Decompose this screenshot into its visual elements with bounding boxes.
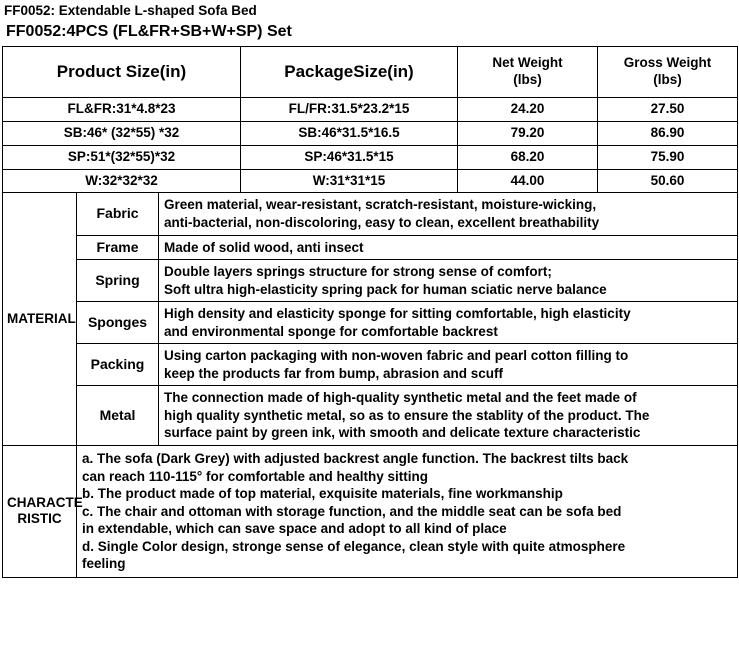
cell-package-size: FL/FR:31.5*23.2*15 xyxy=(241,97,458,121)
material-text-line: and environmental sponge for comfortable backrest xyxy=(164,323,498,339)
cell-net-weight: 68.20 xyxy=(458,145,598,169)
document-title: FF0052: Extendable L-shaped Sofa Bed xyxy=(4,3,257,18)
material-text-packing xyxy=(159,344,738,386)
cell-gross-weight: 50.60 xyxy=(598,169,738,193)
cell-product-size: FL&FR:31*4.8*23 xyxy=(3,97,241,121)
cell-product-size: SP:51*(32*55)*32 xyxy=(3,145,241,169)
header-gross-weight xyxy=(598,46,738,97)
cell-package-size: SP:46*31.5*15 xyxy=(241,145,458,169)
cell-net-weight: 24.20 xyxy=(458,97,598,121)
material-label-fabric: Fabric xyxy=(77,193,159,235)
material-text-line: Using carton packaging with non-woven fabric and pearl cotton filling to xyxy=(164,348,629,364)
material-label-metal: Metal xyxy=(77,386,159,446)
material-section-label: MATERIAL xyxy=(3,193,77,446)
material-characteristic-table xyxy=(2,192,738,577)
material-row-sponges xyxy=(3,302,738,344)
material-text-line: Green material, wear-resistant, scratch-resistant, moisture-wicking, xyxy=(164,197,597,213)
characteristic-section-label xyxy=(3,445,83,577)
material-row-metal xyxy=(3,386,738,446)
characteristic-line: b. The product made of top material, exquisite materials, fine workmanship xyxy=(82,486,563,502)
cell-package-size: W:31*31*15 xyxy=(241,169,458,193)
cell-gross-weight: 27.50 xyxy=(598,97,738,121)
material-text-metal xyxy=(159,386,738,446)
cell-product-size: SB:46* (32*55) *32 xyxy=(3,121,241,145)
header-gross-weight-line1: Gross Weight xyxy=(623,55,712,71)
header-package-size: PackageSize(in) xyxy=(241,46,458,97)
table-row xyxy=(3,145,738,169)
material-text-frame xyxy=(159,235,738,260)
material-text-line: High density and elasticity sponge for sitting comfortable, high elasticity xyxy=(164,306,631,322)
material-text-line: Soft ultra high-elasticity spring pack for human sciatic nerve balance xyxy=(164,281,607,297)
material-row-spring xyxy=(3,260,738,302)
material-text-line: Double layers springs structure for strong sense of comfort; xyxy=(164,264,552,280)
characteristic-label-line2: RISTIC xyxy=(17,511,62,527)
set-title: FF0052:4PCS (FL&FR+SB+W+SP) Set xyxy=(6,22,292,40)
header-product-size: Product Size(in) xyxy=(3,46,241,97)
material-row-frame xyxy=(3,235,738,260)
size-weight-table xyxy=(2,46,738,194)
header-net-weight-line1: Net Weight xyxy=(492,55,563,71)
header-gross-weight-line2: (lbs) xyxy=(653,71,682,87)
material-text-sponges xyxy=(159,302,738,344)
material-label-sponges: Sponges xyxy=(77,302,159,344)
characteristic-line: c. The chair and ottoman with storage function, and the middle seat can be sofa bed xyxy=(82,503,622,519)
table-row xyxy=(3,97,738,121)
material-text-line: high quality synthetic metal, so as to ensure the stablity of the product. The xyxy=(164,407,650,423)
material-label-spring: Spring xyxy=(77,260,159,302)
material-row-fabric xyxy=(3,193,738,235)
material-text-line: Made of solid wood, anti insect xyxy=(164,239,364,255)
table-row xyxy=(3,169,738,193)
characteristic-line: d. Single Color design, stronge sense of elegance, clean style with quite atmosphere xyxy=(82,538,626,554)
characteristic-line: a. The sofa (Dark Grey) with adjusted backrest angle function. The backrest tilts back xyxy=(82,450,629,466)
table-header-row xyxy=(3,46,738,97)
characteristic-line: in extendable, which can save space and adopt to all kind of place xyxy=(82,521,507,537)
material-text-line: The connection made of high-quality synthetic metal and the feet made of xyxy=(164,390,637,406)
characteristic-label-line1: CHARACTE xyxy=(7,494,83,510)
characteristic-line: can reach 110-115° for comfortable and healthy sitting xyxy=(82,468,429,484)
cell-net-weight: 44.00 xyxy=(458,169,598,193)
cell-net-weight: 79.20 xyxy=(458,121,598,145)
material-text-line: keep the products far from bump, abrasion and scuff xyxy=(164,365,504,381)
characteristic-text xyxy=(77,445,738,577)
material-text-line: anti-bacterial, non-discoloring, easy to clean, excellent breathability xyxy=(164,214,600,230)
material-row-packing xyxy=(3,344,738,386)
material-text-spring xyxy=(159,260,738,302)
table-row xyxy=(3,121,738,145)
cell-package-size: SB:46*31.5*16.5 xyxy=(241,121,458,145)
material-label-packing: Packing xyxy=(77,344,159,386)
material-text-fabric xyxy=(159,193,738,235)
cell-gross-weight: 75.90 xyxy=(598,145,738,169)
header-net-weight-line2: (lbs) xyxy=(513,71,542,87)
cell-product-size: W:32*32*32 xyxy=(3,169,241,193)
material-label-frame: Frame xyxy=(77,235,159,260)
material-text-line: surface paint by green ink, with smooth and delicate texture characteristic xyxy=(164,425,641,441)
header-net-weight xyxy=(458,46,598,97)
characteristic-line: feeling xyxy=(82,556,126,572)
characteristic-row xyxy=(3,445,738,577)
cell-gross-weight: 86.90 xyxy=(598,121,738,145)
